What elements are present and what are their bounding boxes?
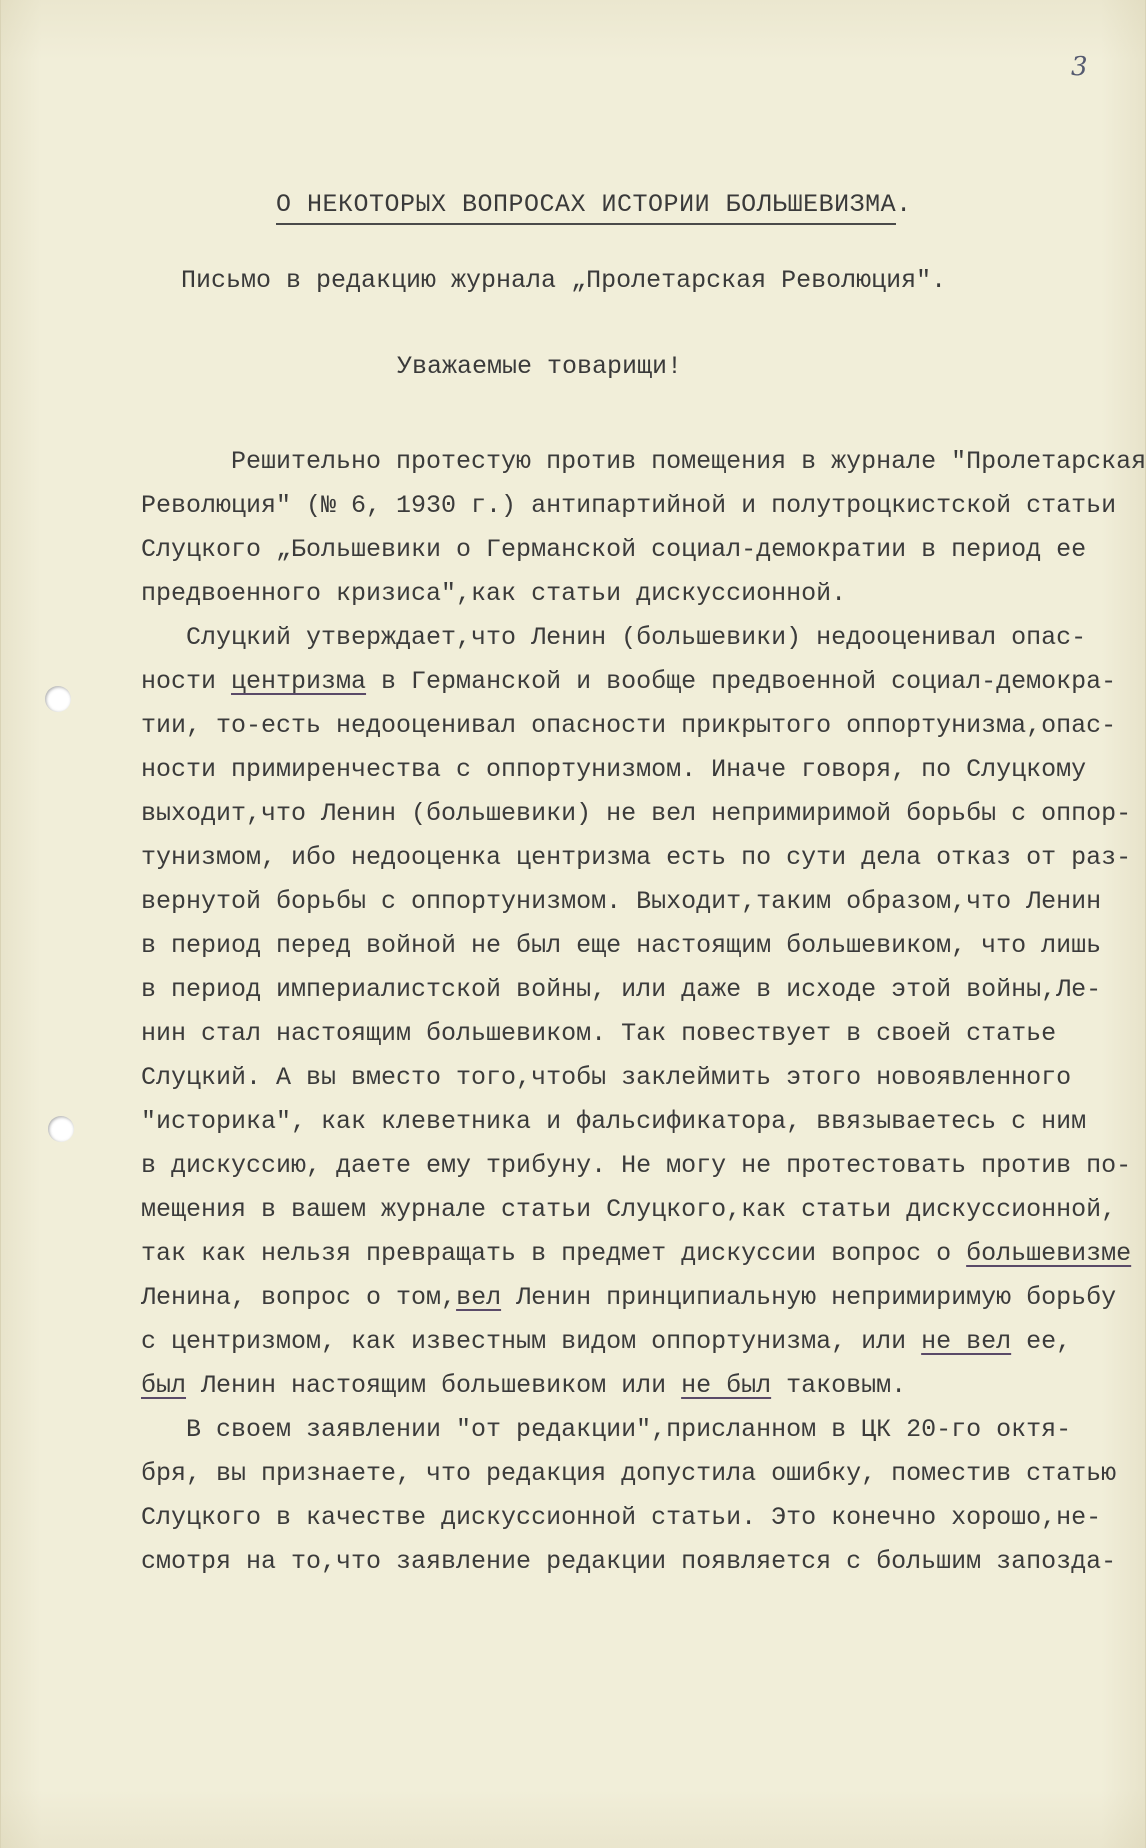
- text-line: бря, вы признаете, что редакция допустила ошибку, поместив статью: [141, 1459, 1117, 1488]
- text-line: в период империалистской войны, или даже в исходе этой войны,Ле-: [141, 975, 1102, 1004]
- text-line: ности примиренчества с оппортунизмом. Иначе говоря, по Слуцкому: [141, 755, 1087, 784]
- text-line: тунизмом, ибо недооценка центризма есть по сути дела отказ от раз-: [141, 843, 1132, 872]
- text-segment: ности: [141, 667, 232, 696]
- text-line: предвоенного кризиса",как статьи дискуссионной.: [141, 579, 847, 608]
- text-line-underlined: [141, 660, 1117, 704]
- text-line-underlined: [141, 1276, 1117, 1320]
- text-line-underlined: [141, 1364, 1101, 1408]
- text-line: вернутой борьбы с оппортунизмом. Выходит,таким образом,что Ленин: [141, 887, 1102, 916]
- underlined-word: центризма: [231, 667, 367, 696]
- text-segment: Ленин настоящим большевиком или: [186, 1371, 682, 1400]
- underlined-word: не вел: [921, 1327, 1012, 1356]
- text-segment: в Германской и вообще предвоенной социал-демокра-: [366, 667, 1117, 696]
- text-line: в дискуссию, даете ему трибуну. Не могу не протестовать против по-: [141, 1151, 1132, 1180]
- underlined-word: не был: [681, 1371, 772, 1400]
- text-line: Решительно протестую против помещения в журнале "Пролетарская: [141, 447, 1146, 476]
- text-segment: ее,: [1011, 1327, 1072, 1356]
- text-line: нин стал настоящим большевиком. Так повествует в своей статье: [141, 1019, 1057, 1048]
- text-line-underlined: [141, 1232, 1132, 1276]
- text-line: в период перед войной не был еще настоящим большевиком, что лишь: [141, 931, 1102, 960]
- text-segment: Ленина, вопрос о том,: [141, 1283, 457, 1312]
- text-line-underlined: [141, 1320, 1101, 1364]
- text-line: мещения в вашем журнале статьи Слуцкого,как статьи дискуссионной,: [141, 1195, 1117, 1224]
- text-segment: с центризмом, как известным видом оппортунизма, или: [141, 1327, 922, 1356]
- page-number: 3: [1071, 52, 1088, 82]
- text-line: Слуцкий. А вы вместо того,чтобы заклеймить этого новоявленного: [141, 1063, 1072, 1092]
- text-segment: так как нельзя превращать в предмет дискуссии вопрос о: [141, 1239, 967, 1268]
- punch-hole: [45, 686, 71, 712]
- text-line: смотря на то,что заявление редакции появляется с большим запозда-: [141, 1547, 1117, 1576]
- text-line: Слуцкого в качестве дискуссионной статьи. Это конечно хорошо,не-: [141, 1503, 1102, 1532]
- underlined-word: был: [141, 1371, 187, 1400]
- document-title: О НЕКОТОРЫХ ВОПРОСАХ ИСТОРИИ БОЛЬШЕВИЗМА.: [276, 190, 896, 225]
- text-segment: Ленин принципиальную непримиримую борьбу: [501, 1283, 1117, 1312]
- text-segment: таковым.: [771, 1371, 907, 1400]
- text-line: выходит,что Ленин (большевики) не вел непримиримой борьбы с оппор-: [141, 799, 1132, 828]
- text-line: Революция" (№ 6, 1930 г.) антипартийной и полутроцкистской статьи: [141, 491, 1117, 520]
- underlined-word: вел: [456, 1283, 502, 1312]
- salutation: Уважаемые товарищи!: [397, 352, 683, 381]
- document-subtitle: Письмо в редакцию журнала „Пролетарская Революция".: [181, 266, 947, 295]
- text-line: Слуцкий утверждает,что Ленин (большевики) недооценивал опас-: [141, 623, 1087, 652]
- punch-hole: [48, 1116, 74, 1142]
- text-line: В своем заявлении "от редакции",присланном в ЦК 20-го октя-: [141, 1415, 1072, 1444]
- text-line: "историка", как клеветника и фальсификатора, ввязываетесь с ним: [141, 1107, 1087, 1136]
- text-line: тии, то-есть недооценивал опасности прикрытого оппортунизма,опас-: [141, 711, 1117, 740]
- text-line: Слуцкого „Большевики о Германской социал-демократии в период ее: [141, 535, 1087, 564]
- underlined-word: большевизме: [966, 1239, 1132, 1268]
- letter-body: [141, 440, 1146, 1584]
